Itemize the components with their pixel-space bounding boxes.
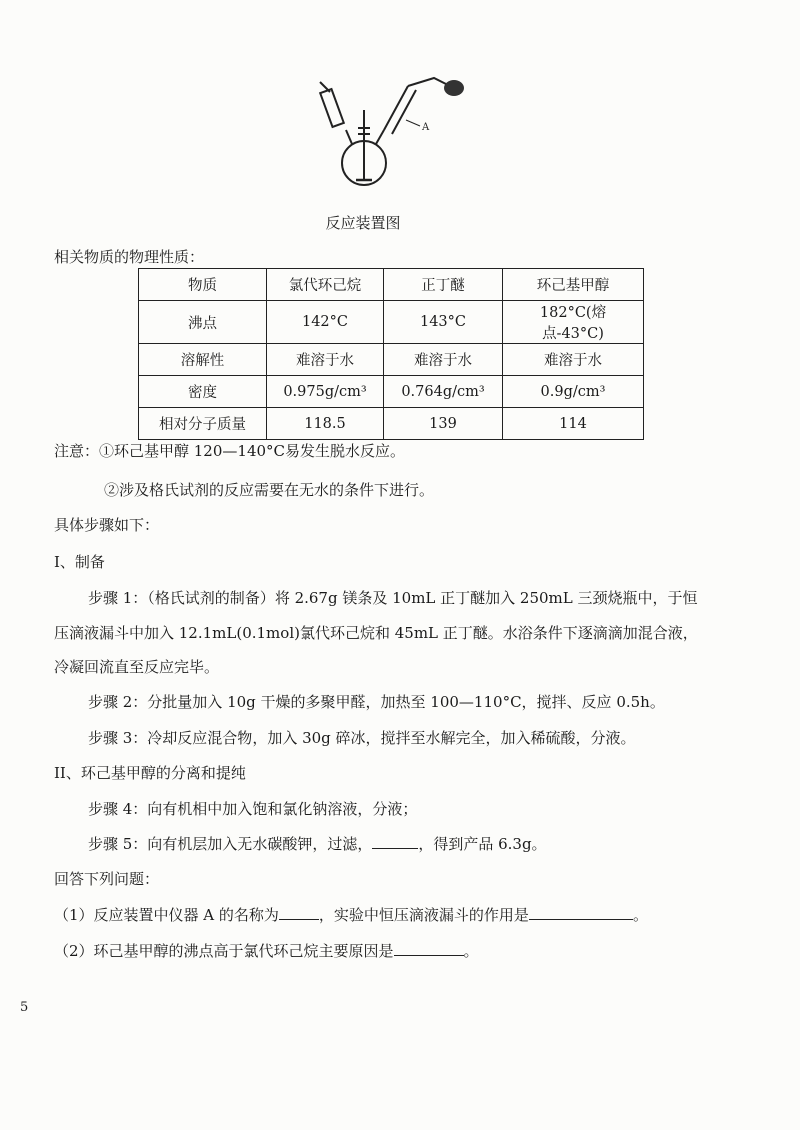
step-5 <box>88 833 547 854</box>
table-header-cell: 环己基甲醇 <box>503 269 644 301</box>
table-header-row <box>139 269 644 301</box>
table-cell: 139 <box>384 408 503 440</box>
answer-blank[interactable] <box>394 941 464 956</box>
answer-blank[interactable] <box>529 905 633 920</box>
step-1-line-1: 步骤 1：（格氏试剂的制备）将 2.67g 镁条及 10mL 正丁醚加入 250mL 三颈烧瓶中，于恒 <box>88 589 698 607</box>
table-cell: 密度 <box>139 376 267 408</box>
question-2 <box>54 940 479 961</box>
question-1 <box>54 904 648 925</box>
step-3: 步骤 3：冷却反应混合物，加入 30g 碎冰，搅拌至水解完全，加入稀硫酸，分液。 <box>88 729 636 747</box>
label-a: A <box>422 122 430 133</box>
step-2: 步骤 2：分批量加入 10g 干燥的多聚甲醛，加热至 100—110°C，搅拌、反应 0.5h。 <box>88 693 665 711</box>
step-5-text-after: ，得到产品 6.3g。 <box>418 835 547 853</box>
table-cell: 溶解性 <box>139 344 267 376</box>
answer-blank[interactable] <box>372 834 418 849</box>
section-separation: II、环己基甲醇的分离和提纯 <box>54 764 246 782</box>
table-header-cell: 物质 <box>139 269 267 301</box>
table-cell: 143°C <box>384 301 503 344</box>
question-1-end: 。 <box>632 906 648 924</box>
question-2-end: 。 <box>463 942 479 960</box>
condenser-a <box>384 86 416 134</box>
table-cell: 沸点 <box>139 301 267 344</box>
table-row <box>139 408 644 440</box>
table-cell: 难溶于水 <box>384 344 503 376</box>
note-2: ②涉及格氏试剂的反应需要在无水的条件下进行。 <box>104 481 435 499</box>
note-1: 注意：①环己基甲醇 120—140°C易发生脱水反应。 <box>54 442 406 460</box>
drying-bulb <box>444 80 464 96</box>
table-cell: 难溶于水 <box>503 344 644 376</box>
figure-caption: 反应装置图 <box>325 214 401 232</box>
section-preparation: I、制备 <box>54 553 105 571</box>
table-cell: 142°C <box>267 301 384 344</box>
step-1-line-3: 冷凝回流直至反应完毕。 <box>54 658 220 676</box>
table-header-cell: 正丁醚 <box>384 269 503 301</box>
question-2-part-1: （2）环己基甲醇的沸点高于氯代环己烷主要原因是 <box>54 942 394 960</box>
step-4: 步骤 4：向有机相中加入饱和氯化钠溶液，分液； <box>88 800 418 818</box>
table-cell: 114 <box>503 408 644 440</box>
table-cell: 118.5 <box>267 408 384 440</box>
question-1-part-2: ，实验中恒压滴液漏斗的作用是 <box>318 906 529 924</box>
questions-intro: 回答下列问题： <box>54 870 160 888</box>
table-row <box>139 376 644 408</box>
table-header-cell: 氯代环己烷 <box>267 269 384 301</box>
dropping-funnel <box>320 89 344 127</box>
step-1-line-2: 压滴液漏斗中加入 12.1mL(0.1mol)氯代环己烷和 45mL 正丁醚。水浴条件下逐滴滴加混合液， <box>54 624 698 642</box>
table-row <box>139 301 644 344</box>
table-cell: 182°C(熔点-43°C) <box>503 301 644 344</box>
table-cell: 0.764g/cm³ <box>384 376 503 408</box>
properties-table <box>138 268 644 440</box>
page-mark: 5 <box>20 1000 29 1015</box>
steps-intro: 具体步骤如下： <box>54 516 160 534</box>
reaction-apparatus-figure <box>300 70 500 200</box>
table-cell: 0.9g/cm³ <box>503 376 644 408</box>
table-cell: 0.975g/cm³ <box>267 376 384 408</box>
table-cell: 相对分子质量 <box>139 408 267 440</box>
table-cell: 难溶于水 <box>267 344 384 376</box>
table-row <box>139 344 644 376</box>
question-1-part-1: （1）反应装置中仪器 A 的名称为 <box>54 906 279 924</box>
properties-intro: 相关物质的物理性质： <box>54 248 205 266</box>
answer-blank[interactable] <box>279 905 319 920</box>
step-5-text-before: 步骤 5：向有机层加入无水碳酸钾，过滤， <box>88 835 373 853</box>
